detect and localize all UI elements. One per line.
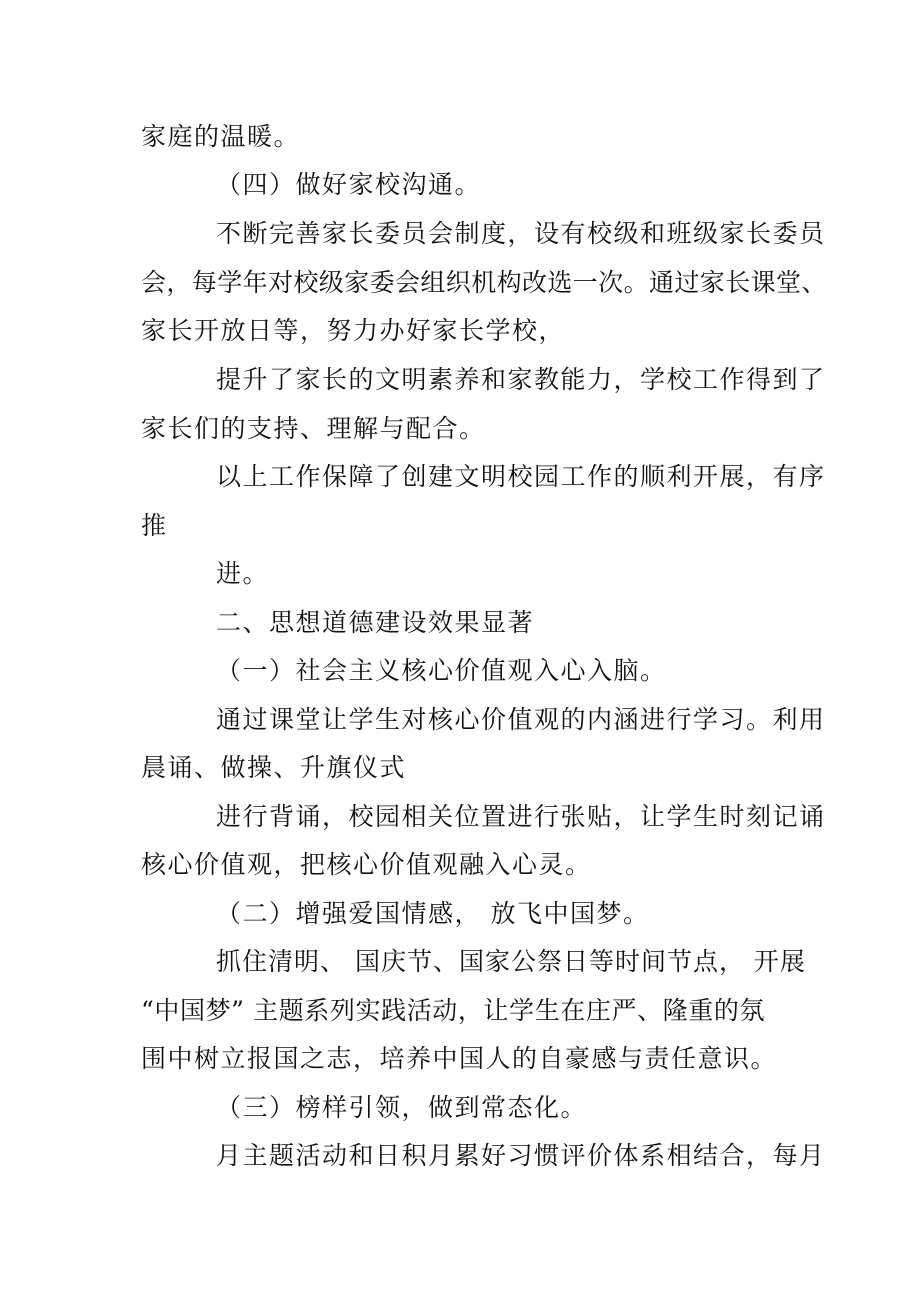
text-line: 抓住清明、 国庆节、国家公祭日等时间节点， 开展 bbox=[216, 947, 806, 976]
section-heading: 二、思想道德建设效果显著 bbox=[216, 608, 535, 637]
text-line: 通过课堂让学生对核心价值观的内涵进行学习。利用 bbox=[216, 705, 826, 734]
text-line: 核心价值观，把核心价值观融入心灵。 bbox=[141, 850, 592, 879]
text-line: “中国梦” 主题系列实践活动，让学生在庄严、隆重的氛 bbox=[141, 996, 766, 1025]
text-line: 进行背诵，校园相关位置进行张贴，让学生时刻记诵 bbox=[216, 802, 826, 831]
text-line: 提升了家长的文明素养和家教能力，学校工作得到了 bbox=[216, 365, 826, 394]
text-line: 不断完善家长委员会制度，设有校级和班级家长委员 bbox=[216, 219, 826, 248]
text-line: 晨诵、做操、升旗仪式 bbox=[141, 753, 407, 782]
section-heading: （二）增强爱国情感， 放飞中国梦。 bbox=[216, 899, 650, 928]
text-line: 月主题活动和日积月累好习惯评价体系相结合，每月 bbox=[216, 1141, 826, 1170]
text-line: 家长们的支持、理解与配合。 bbox=[141, 414, 486, 443]
section-heading: （三）榜样引领，做到常态化。 bbox=[216, 1093, 588, 1122]
text-line: 会，每学年对校级家委会组织机构改选一次。通过家长课堂、 bbox=[141, 268, 827, 297]
text-line: 进。 bbox=[216, 559, 270, 588]
text-line: 以上工作保障了创建文明校园工作的顺利开展，有序 bbox=[216, 462, 826, 491]
text-line: 家庭的温暖。 bbox=[141, 122, 301, 151]
text-line: 家长开放日等，努力办好家长学校， bbox=[141, 316, 566, 345]
text-line: 围中树立报国之志，培养中国人的自豪感与责任意识。 bbox=[141, 1044, 778, 1073]
section-heading: （四）做好家校沟通。 bbox=[216, 170, 482, 199]
text-line: 推 bbox=[141, 511, 168, 540]
section-heading: （一）社会主义核心价值观入心入脑。 bbox=[216, 656, 667, 685]
